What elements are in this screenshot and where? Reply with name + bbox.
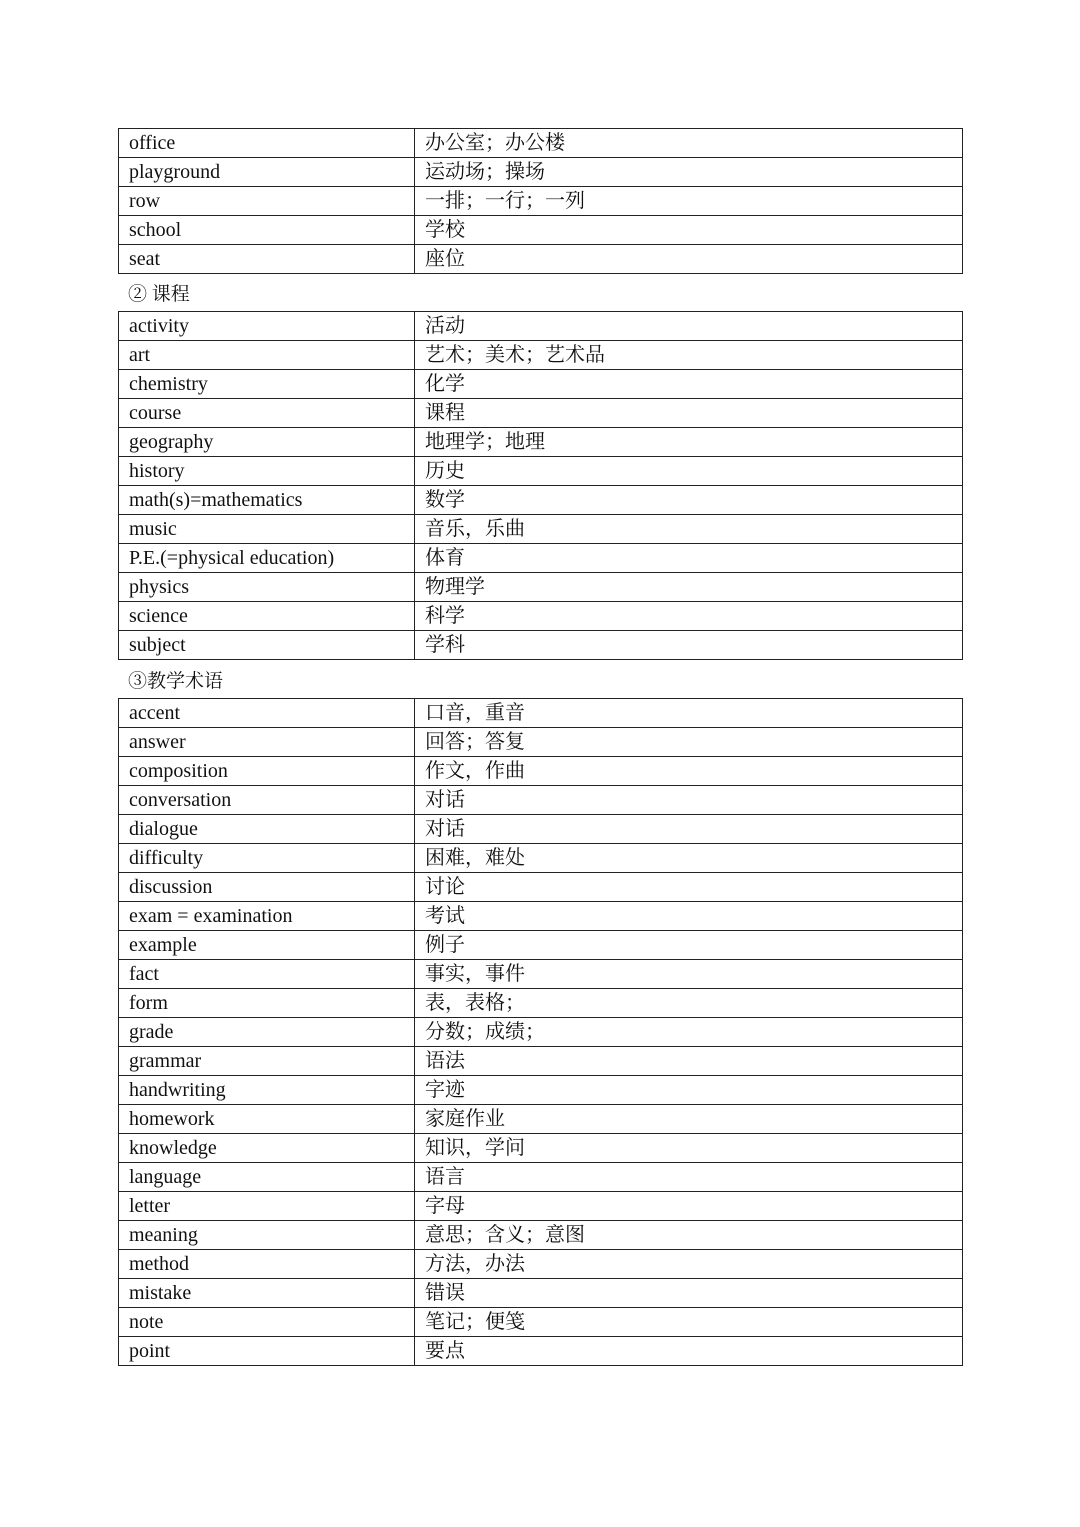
chinese-meaning: 字迹 xyxy=(415,1076,963,1105)
chinese-meaning: 作文，作曲 xyxy=(415,757,963,786)
english-word: row xyxy=(119,187,415,216)
table-row xyxy=(119,757,963,786)
table-row xyxy=(119,399,963,428)
english-word: composition xyxy=(119,757,415,786)
english-word: mistake xyxy=(119,1279,415,1308)
table-row xyxy=(119,1279,963,1308)
vocabulary-document xyxy=(118,128,962,1366)
chinese-meaning: 困难，难处 xyxy=(415,844,963,873)
chinese-meaning: 方法，办法 xyxy=(415,1250,963,1279)
table-row xyxy=(119,158,963,187)
chinese-meaning: 回答；答复 xyxy=(415,728,963,757)
english-word: homework xyxy=(119,1105,415,1134)
chinese-meaning: 事实，事件 xyxy=(415,960,963,989)
chinese-meaning: 错误 xyxy=(415,1279,963,1308)
table-row xyxy=(119,1308,963,1337)
english-word: physics xyxy=(119,573,415,602)
chinese-meaning: 要点 xyxy=(415,1337,963,1366)
english-word: dialogue xyxy=(119,815,415,844)
english-word: grammar xyxy=(119,1047,415,1076)
chinese-meaning: 数学 xyxy=(415,486,963,515)
table-row xyxy=(119,1105,963,1134)
table-row xyxy=(119,960,963,989)
table-row xyxy=(119,129,963,158)
chinese-meaning: 办公室；办公楼 xyxy=(415,129,963,158)
table-row xyxy=(119,873,963,902)
table-row xyxy=(119,1163,963,1192)
chinese-meaning: 地理学；地理 xyxy=(415,428,963,457)
chinese-meaning: 例子 xyxy=(415,931,963,960)
table-row xyxy=(119,216,963,245)
table-row xyxy=(119,457,963,486)
chinese-meaning: 物理学 xyxy=(415,573,963,602)
english-word: accent xyxy=(119,699,415,728)
english-word: grade xyxy=(119,1018,415,1047)
table-row xyxy=(119,844,963,873)
chinese-meaning: 历史 xyxy=(415,457,963,486)
chinese-meaning: 座位 xyxy=(415,245,963,274)
table-row xyxy=(119,1047,963,1076)
table-row xyxy=(119,728,963,757)
table-row xyxy=(119,515,963,544)
chinese-meaning: 讨论 xyxy=(415,873,963,902)
english-word: math(s)=mathematics xyxy=(119,486,415,515)
chinese-meaning: 语言 xyxy=(415,1163,963,1192)
english-word: fact xyxy=(119,960,415,989)
english-word: note xyxy=(119,1308,415,1337)
chinese-meaning: 科学 xyxy=(415,602,963,631)
table-row xyxy=(119,573,963,602)
chinese-meaning: 对话 xyxy=(415,786,963,815)
table-row xyxy=(119,187,963,216)
chinese-meaning: 字母 xyxy=(415,1192,963,1221)
chinese-meaning: 运动场；操场 xyxy=(415,158,963,187)
table-row xyxy=(119,370,963,399)
chinese-meaning: 活动 xyxy=(415,312,963,341)
table-row xyxy=(119,1337,963,1366)
english-word: meaning xyxy=(119,1221,415,1250)
chinese-meaning: 对话 xyxy=(415,815,963,844)
english-word: chemistry xyxy=(119,370,415,399)
section-heading-courses: ② 课程 xyxy=(128,284,190,305)
english-word: conversation xyxy=(119,786,415,815)
english-word: example xyxy=(119,931,415,960)
english-word: difficulty xyxy=(119,844,415,873)
vocab-table-places xyxy=(118,128,963,274)
chinese-meaning: 一排；一行；一列 xyxy=(415,187,963,216)
english-word: form xyxy=(119,989,415,1018)
table-row xyxy=(119,486,963,515)
english-word: letter xyxy=(119,1192,415,1221)
vocab-table-teaching-terms xyxy=(118,698,963,1366)
english-word: school xyxy=(119,216,415,245)
table-row xyxy=(119,699,963,728)
english-word: course xyxy=(119,399,415,428)
chinese-meaning: 学校 xyxy=(415,216,963,245)
english-word: subject xyxy=(119,631,415,660)
chinese-meaning: 学科 xyxy=(415,631,963,660)
table-row xyxy=(119,544,963,573)
english-word: office xyxy=(119,129,415,158)
vocab-table-courses xyxy=(118,311,963,660)
table-row xyxy=(119,931,963,960)
table-row xyxy=(119,1018,963,1047)
table-row xyxy=(119,1134,963,1163)
english-word: P.E.(=physical education) xyxy=(119,544,415,573)
english-word: music xyxy=(119,515,415,544)
chinese-meaning: 艺术；美术；艺术品 xyxy=(415,341,963,370)
chinese-meaning: 考试 xyxy=(415,902,963,931)
english-word: answer xyxy=(119,728,415,757)
english-word: knowledge xyxy=(119,1134,415,1163)
table-row xyxy=(119,428,963,457)
chinese-meaning: 家庭作业 xyxy=(415,1105,963,1134)
english-word: handwriting xyxy=(119,1076,415,1105)
chinese-meaning: 音乐，乐曲 xyxy=(415,515,963,544)
table-row xyxy=(119,312,963,341)
table-row xyxy=(119,341,963,370)
table-row xyxy=(119,1076,963,1105)
english-word: seat xyxy=(119,245,415,274)
chinese-meaning: 化学 xyxy=(415,370,963,399)
section-heading-teaching-terms: ③教学术语 xyxy=(128,671,224,692)
english-word: method xyxy=(119,1250,415,1279)
table-row xyxy=(119,815,963,844)
table-row xyxy=(119,245,963,274)
english-word: art xyxy=(119,341,415,370)
english-word: science xyxy=(119,602,415,631)
table-row xyxy=(119,1250,963,1279)
table-row xyxy=(119,902,963,931)
english-word: point xyxy=(119,1337,415,1366)
chinese-meaning: 口音，重音 xyxy=(415,699,963,728)
chinese-meaning: 意思；含义；意图 xyxy=(415,1221,963,1250)
table-row xyxy=(119,602,963,631)
english-word: discussion xyxy=(119,873,415,902)
table-row xyxy=(119,1192,963,1221)
chinese-meaning: 知识，学问 xyxy=(415,1134,963,1163)
english-word: geography xyxy=(119,428,415,457)
english-word: history xyxy=(119,457,415,486)
chinese-meaning: 笔记；便笺 xyxy=(415,1308,963,1337)
chinese-meaning: 表，表格； xyxy=(415,989,963,1018)
chinese-meaning: 语法 xyxy=(415,1047,963,1076)
english-word: exam = examination xyxy=(119,902,415,931)
english-word: playground xyxy=(119,158,415,187)
chinese-meaning: 课程 xyxy=(415,399,963,428)
table-row xyxy=(119,989,963,1018)
english-word: language xyxy=(119,1163,415,1192)
table-row xyxy=(119,631,963,660)
chinese-meaning: 分数；成绩； xyxy=(415,1018,963,1047)
chinese-meaning: 体育 xyxy=(415,544,963,573)
table-row xyxy=(119,1221,963,1250)
table-row xyxy=(119,786,963,815)
english-word: activity xyxy=(119,312,415,341)
